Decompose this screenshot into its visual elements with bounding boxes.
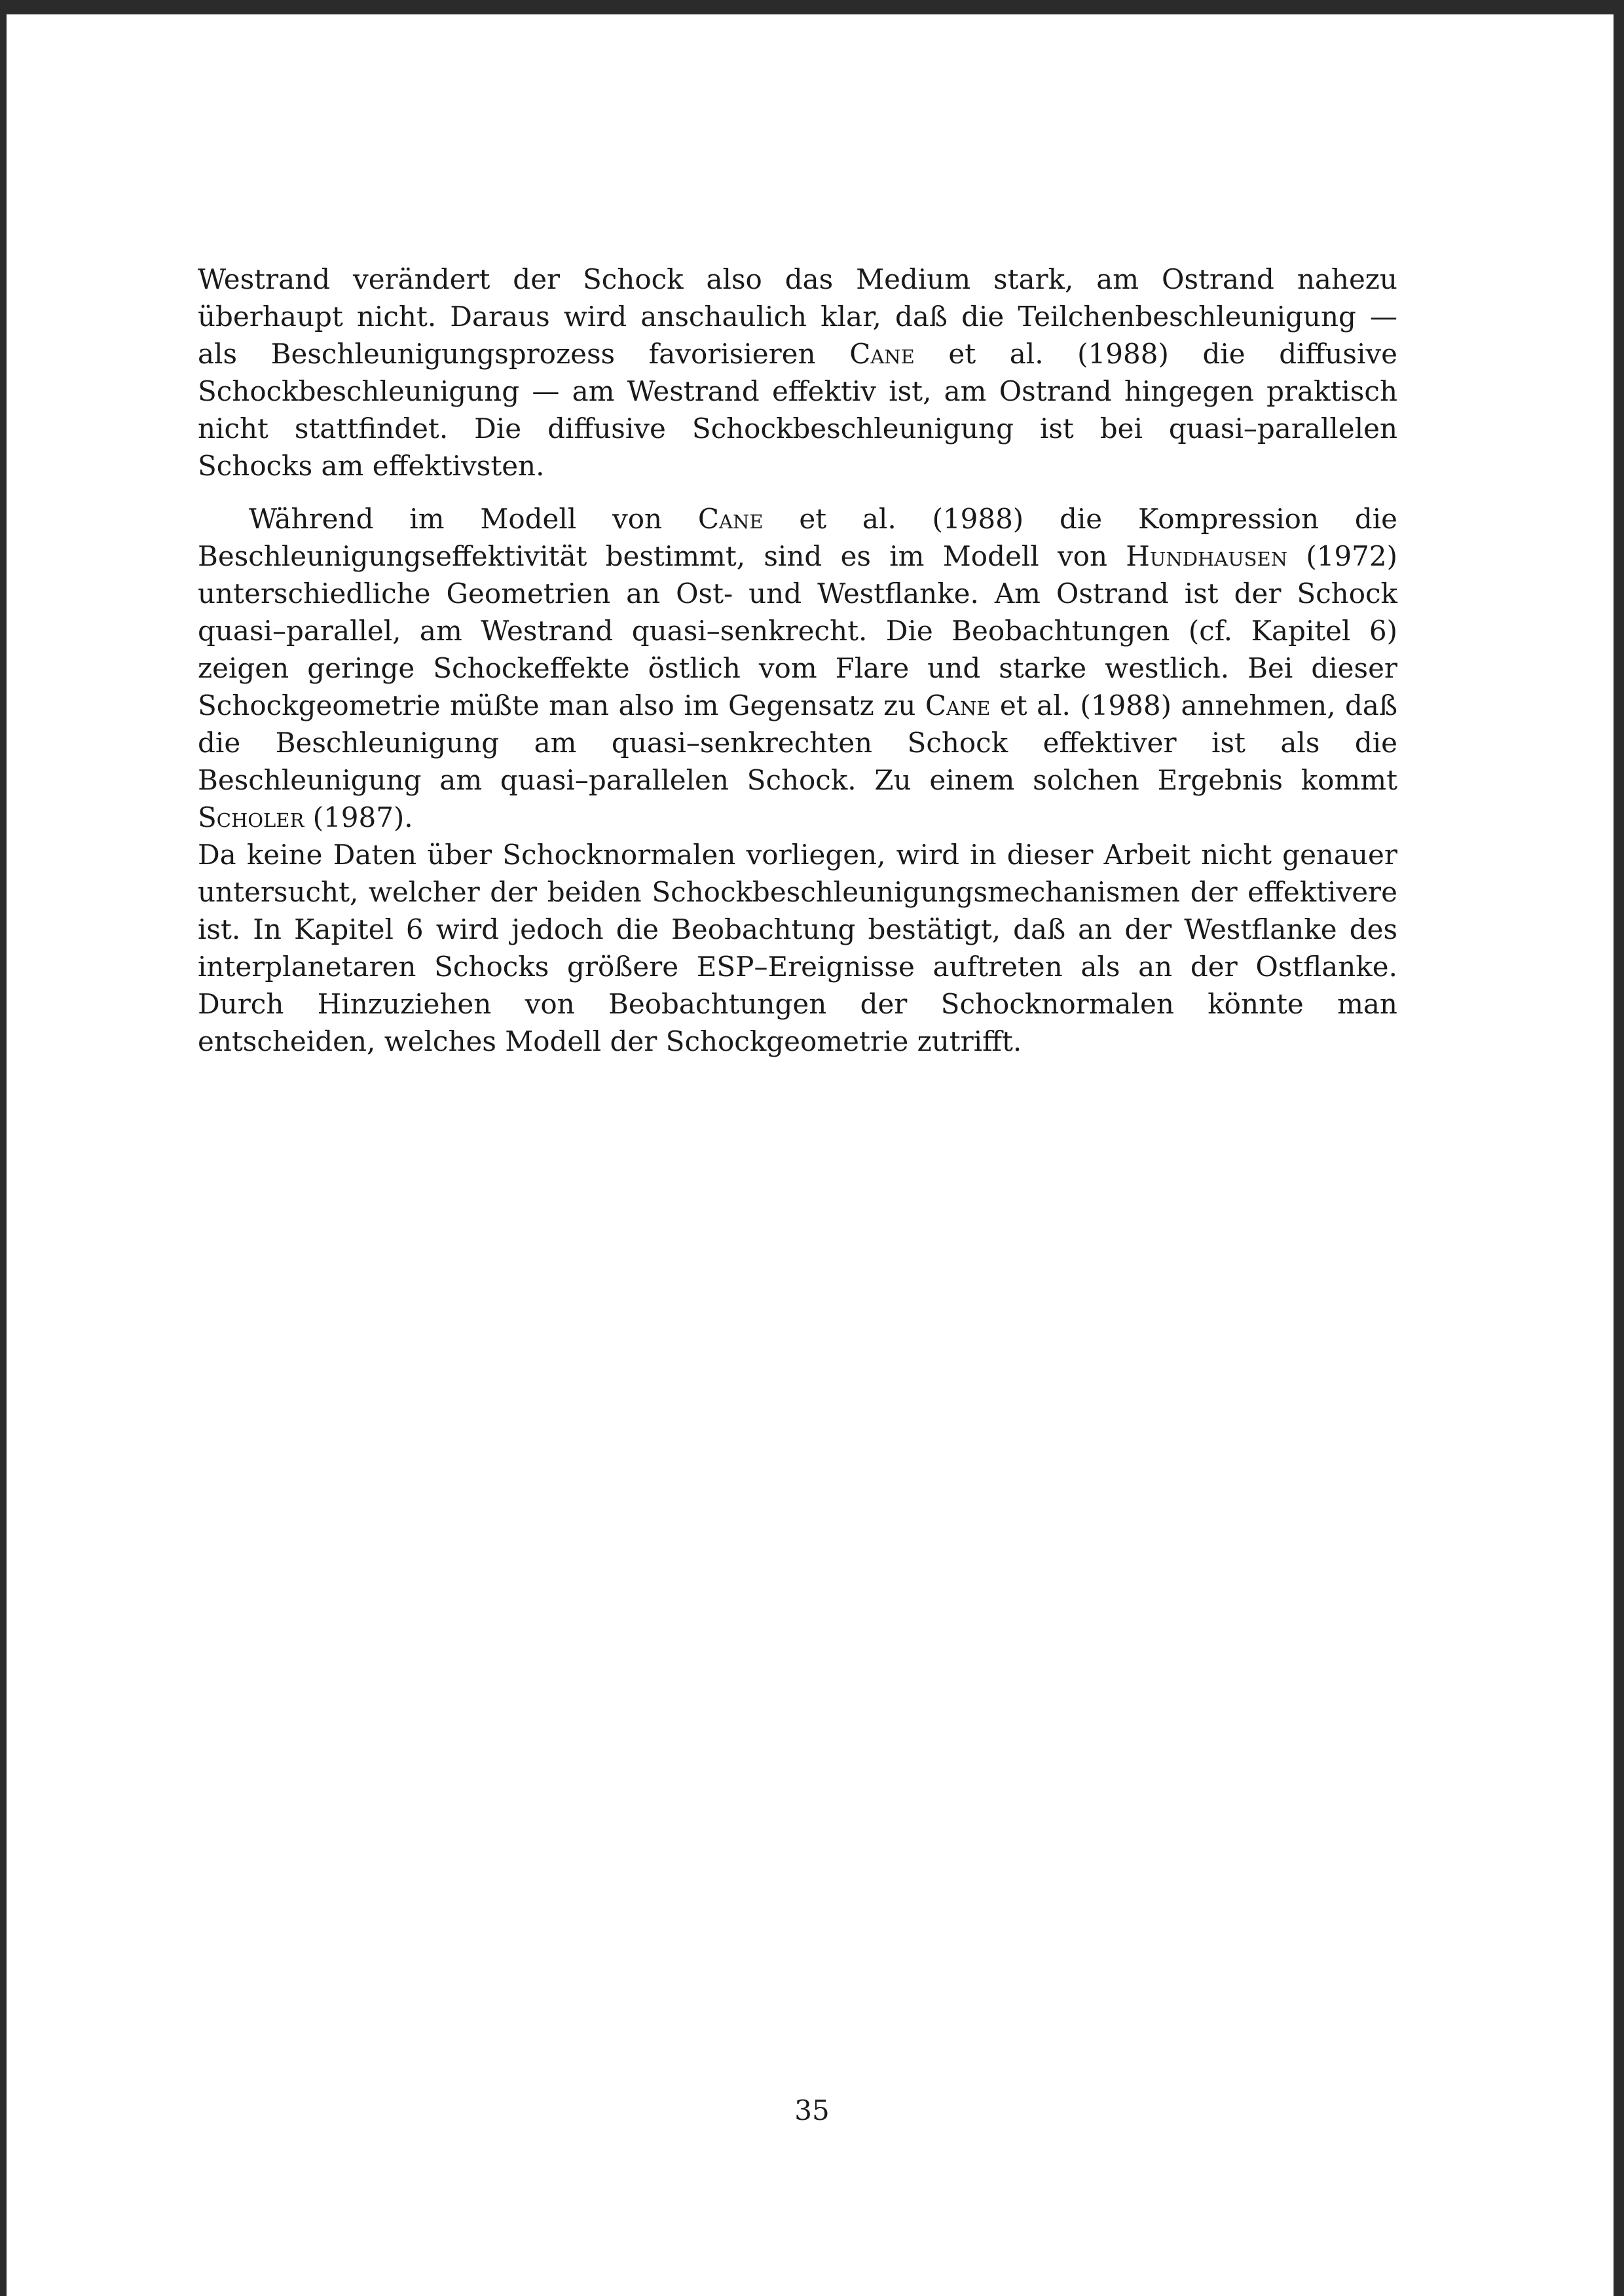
author-name: Cane (925, 689, 991, 721)
text-run: Da keine Daten über Schocknormalen vorliegen, wird in dieser Arbeit nicht genauer untersucht, welcher der beiden Schockbeschleunigungsmechanismen der effektivere ist. In Kapitel 6 wird jedoch die Beobachtung bestätigt, daß an der Westflanke des interplanetaren Schocks größere ESP–Ereignisse auftreten als an der Ostflanke. Durch Hinzuziehen von Beobachtungen der Schocknormalen könnte man entscheiden, welches Modell der Schockgeometrie zutrifft. (198, 839, 1397, 1057)
text-run: et al. (1988) annehmen, daß die Beschleunigung am quasi–senkrechten Schock effektiver ist als die Beschleunigung am quasi–parallelen Schock. Zu einem solchen Ergebnis kommt (198, 689, 1397, 796)
text-run: (1972) unterschiedliche Geometrien an Ost- und Westflanke. Am Ostrand ist der Schock quasi–parallel, am Westrand quasi–senkrecht. Die Beobachtungen (cf. Kapitel 6) zeigen geringe Schockeffekte östlich vom Flare und starke westlich. Bei dieser Schockgeometrie müßte man also im Gegensatz zu (198, 540, 1397, 721)
scan-border-right (1614, 0, 1624, 2296)
body-text (198, 261, 1397, 1060)
text-run: et al. (1988) die diffusive Schockbeschleunigung — am Westrand effektiv ist, am Ostrand hingegen praktisch nicht stattfindet. Die diffusive Schockbeschleunigung ist bei quasi–parallelen Schocks am effektivsten. (198, 338, 1397, 482)
author-name: Hundhausen (1126, 540, 1288, 572)
paragraph (198, 261, 1397, 484)
author-name: Cane (697, 503, 764, 535)
scan-border-top (0, 0, 1624, 14)
paragraph (198, 500, 1397, 836)
page-number: 35 (794, 2094, 830, 2126)
text-run: (1987). (304, 801, 413, 833)
author-name: Scholer (198, 801, 304, 833)
scan-border-left (0, 0, 7, 2296)
text-run: et al. (1988) die Kompression die Beschleunigungseffektivität bestimmt, sind es im Modell von (198, 503, 1397, 572)
paragraph (198, 836, 1397, 1060)
text-run: Während im Modell von (249, 503, 698, 535)
text-run: Westrand verändert der Schock also das Medium stark, am Ostrand nahezu überhaupt nicht. Daraus wird anschaulich klar, daß die Teilchenbeschleunigung — als Beschleunigungsprozess favorisieren (198, 263, 1397, 370)
author-name: Cane (849, 338, 915, 370)
